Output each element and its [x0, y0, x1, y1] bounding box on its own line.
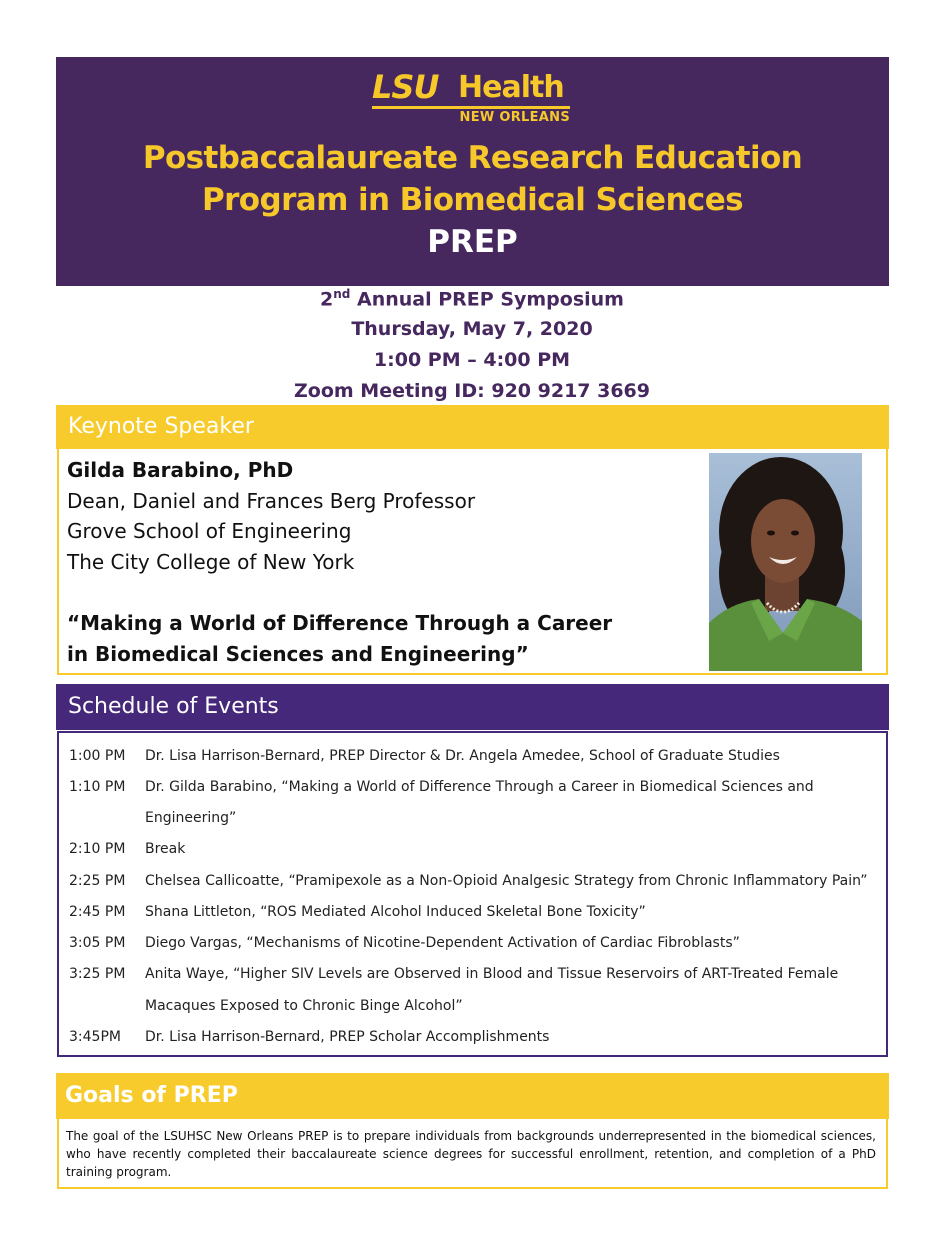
schedule-time: 2:10 PM: [69, 841, 126, 857]
keynote-heading: Keynote Speaker: [56, 405, 889, 449]
keynote-speaker-title: Dean, Daniel and Frances Berg Professor: [67, 489, 476, 513]
schedule-time: 1:10 PM: [69, 779, 126, 795]
keynote-talk-title-line-1: “Making a World of Difference Through a Career: [67, 611, 613, 635]
schedule-time: 3:45PM: [69, 1029, 121, 1045]
zoom-meeting-id: Zoom Meeting ID: 920 9217 3669: [293, 380, 651, 402]
schedule-description: Dr. Gilda Barabino, “Making a World of Difference Through a Career in Biomedical Sciences and: [145, 779, 814, 795]
keynote-speaker-school: Grove School of Engineering: [67, 519, 352, 543]
symposium-date: Thursday, May 7, 2020: [351, 318, 593, 340]
lsu-health-logo: [372, 68, 572, 126]
schedule-time: 2:25 PM: [69, 873, 126, 889]
keynote-speaker-name: Gilda Barabino, PhD: [67, 458, 294, 482]
logo-subtitle: NEW ORLEANS: [459, 110, 570, 125]
keynote-talk-title-line-2: in Biomedical Sciences and Engineering”: [67, 642, 529, 666]
schedule-description: Dr. Lisa Harrison-Bernard, PREP Scholar Accomplishments: [145, 1029, 550, 1045]
goals-text: The goal of the LSUHSC New Orleans PREP is to prepare individuals from backgrounds underrepresented in the biomedical sciences, who have recently completed their baccalaureate science degrees for successful enrollment, retention, and completion of a PhD training program.: [66, 1129, 876, 1179]
schedule-description: Diego Vargas, “Mechanisms of Nicotine-Dependent Activation of Cardiac Fibroblasts”: [145, 935, 740, 951]
schedule-description: Shana Littleton, “ROS Mediated Alcohol Induced Skeletal Bone Toxicity”: [145, 904, 646, 920]
logo-lsu-text: LSU: [372, 68, 439, 106]
logo-divider: [372, 106, 570, 109]
schedule-time: 2:45 PM: [69, 904, 126, 920]
schedule-time: 1:00 PM: [69, 748, 126, 764]
schedule-time: 3:05 PM: [69, 935, 126, 951]
program-acronym: PREP: [427, 224, 518, 260]
symposium-title: 2nd Annual PREP Symposium: [320, 287, 624, 311]
symposium-time: 1:00 PM – 4:00 PM: [373, 349, 571, 371]
schedule-description: Chelsea Callicoatte, “Pramipexole as a Non-Opioid Analgesic Strategy from Chronic Inflammatory Pain”: [145, 873, 868, 889]
schedule-description: Anita Waye, “Higher SIV Levels are Observed in Blood and Tissue Reservoirs of ART-Treated Female: [145, 966, 839, 982]
schedule-description-continued: Macaques Exposed to Chronic Binge Alcohol”: [145, 998, 463, 1014]
keynote-speaker-institution: The City College of New York: [67, 550, 355, 574]
schedule-description: Dr. Lisa Harrison-Bernard, PREP Director & Dr. Angela Amedee, School of Graduate Studies: [145, 748, 780, 764]
logo-health-text: Health: [458, 70, 564, 105]
program-title-line-2: Program in Biomedical Sciences: [202, 182, 743, 218]
schedule-description-continued: Engineering”: [145, 810, 237, 826]
goals-heading: Goals of PREP: [56, 1073, 889, 1119]
schedule-time: 3:25 PM: [69, 966, 126, 982]
schedule-heading: Schedule of Events: [56, 684, 889, 730]
program-title-line-1: Postbaccalaureate Research Education: [142, 140, 803, 176]
schedule-description: Break: [145, 841, 186, 857]
speaker-photo: [709, 453, 862, 671]
